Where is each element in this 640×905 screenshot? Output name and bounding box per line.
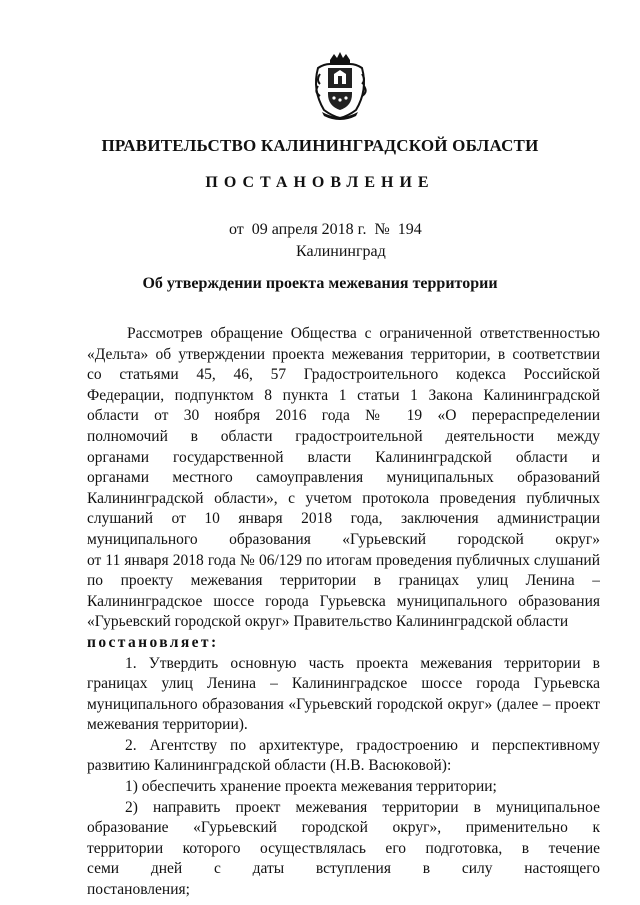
body-line: 2) направить проект межевания территории в муниципальное <box>125 798 600 816</box>
government-title: ПРАВИТЕЛЬСТВО КАЛИНИНГРАДСКОЙ ОБЛАСТИ <box>101 136 539 155</box>
body-line: от 11 января 2018 года № 06/129 по итогам проведения публичных слушаний <box>87 551 600 569</box>
body-line: межевания территории). <box>87 716 248 734</box>
body-line: 2. Агентству по архитектуре, градостроению и перспективному <box>125 736 600 754</box>
body-line: 1. Утвердить основную часть проекта межевания территории в <box>125 654 600 672</box>
body-line: Калининградское шоссе города Гурьевска муниципального образования <box>87 592 600 610</box>
city: Калининград <box>296 243 386 260</box>
body-line: семи дней с даты вступления в силу настоящего <box>87 860 600 878</box>
body-line: по проекту межевания территории в границах улиц Ленина – <box>87 572 600 590</box>
body-line: «Гурьевский городской округ» Правительство Калининградской области <box>87 613 569 631</box>
body-line: Рассмотрев обращение Общества с ограниченной ответственностью <box>127 325 600 342</box>
body-line: органами местного самоуправления муниципальных образований <box>87 469 600 487</box>
date-line <box>229 221 426 239</box>
body-line: со статьями 45, 46, 57 Градостроительного кодекса Российской <box>87 366 600 384</box>
document-body <box>87 324 600 901</box>
body-line: органами государственной власти Калининградской области и <box>87 448 600 466</box>
body-line: Калининградской области», с учетом протокола проведения публичных <box>87 489 600 507</box>
coat-of-arms-icon <box>308 50 372 122</box>
body-line: 1) обеспечить хранение проекта межевания территории; <box>125 778 497 796</box>
body-line: образование «Гурьевский городской округ», применительно к <box>87 819 600 837</box>
body-line: полномочий в области градостроительной деятельности между <box>87 427 600 445</box>
body-line: муниципального образования «Гурьевский городской округ» <box>87 530 600 548</box>
document-subject: Об утверждении проекта межевания территории <box>142 275 498 292</box>
body-line: области от 30 ноября 2016 года № 19 «О перераспределении <box>87 407 600 425</box>
body-line: территории которого осуществлялась его подготовка, в течение <box>87 839 600 857</box>
body-line: границах улиц Ленина – Калининградское шоссе города Гурьевска <box>87 675 600 693</box>
body-line: развитию Калининградской области (Н.В. Васюковой): <box>87 757 452 775</box>
body-line: муниципального образования «Гурьевский городской округ» (далее – проект <box>87 695 600 713</box>
body-line: слушаний от 10 января 2018 года, заключения администрации <box>87 510 600 528</box>
document-number: 194 <box>397 221 422 238</box>
document-type: ПОСТАНОВЛЕНИЕ <box>205 174 435 191</box>
body-line: постановляет: <box>87 633 219 651</box>
body-line: «Дельта» об утверждении проекта межевания территории, в соответствии <box>87 345 600 363</box>
body-line: постановления; <box>87 881 190 899</box>
document-date: 09 апреля 2018 г. <box>251 221 367 238</box>
body-line: Федерации, подпунктом 8 пункта 1 статьи 1 Закона Калининградской <box>87 386 600 404</box>
number-prefix: № <box>374 221 390 238</box>
date-prefix: от <box>229 221 244 238</box>
